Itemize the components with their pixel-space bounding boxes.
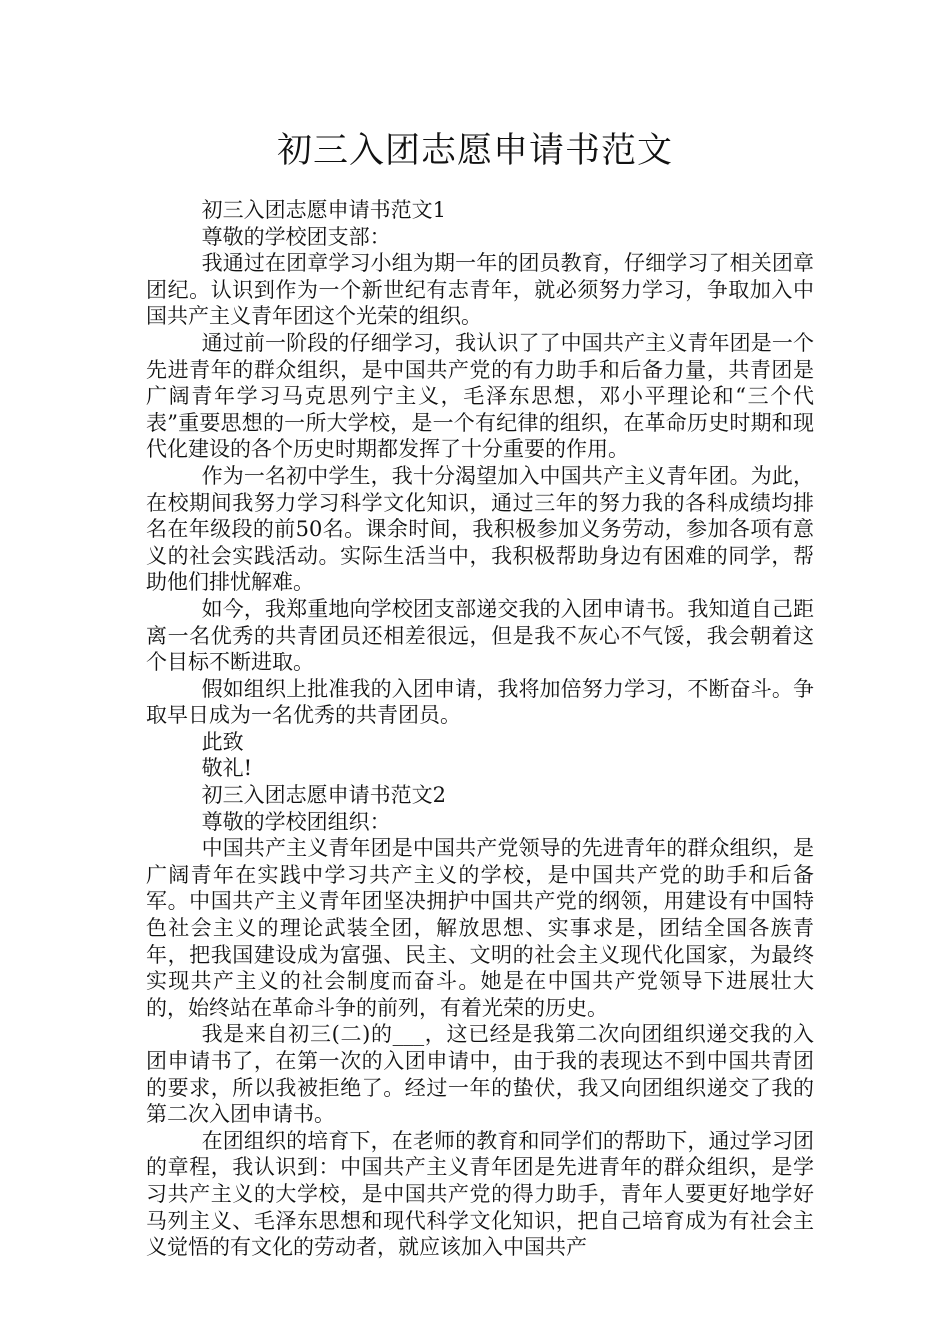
- sample-1-paragraph: 我通过在团章学习小组为期一年的团员教育，仔细学习了相关团章团纪。认识到作为一个新世纪有志青年，就必须努力学习，争取加入中国共产主义青年团这个光荣的组织。: [146, 251, 814, 329]
- sample-2-paragraph: 中国共产主义青年团是中国共产党领导的先进青年的群众组织，是广阔青年在实践中学习共产主义的学校，是中国共产党的助手和后备军。中国共产主义青年团坚决拥护中国共产党的纲领，用建设有中国特色社会主义的理论武装全团，解放思想、实事求是，团结全国各族青年，把我国建设成为富强、民主、文明的社会主义现代化国家，为最终实现共产主义的社会制度而奋斗。她是在中国共产党领导下进展壮大的，始终站在革命斗争的前列，有着光荣的历史。: [146, 836, 814, 1020]
- sample-2-heading: 初三入团志愿申请书范文2: [201, 783, 447, 808]
- sample-2-paragraph: 我是来自初三(二)的___，这已经是我第二次向团组织递交我的入团申请书了，在第一次的入团申请中，由于我的表现达不到中国共青团的要求，所以我被拒绝了。经过一年的蛰伏，我又向团组织递交了我的第二次入团申请书。: [146, 1022, 814, 1127]
- sample-1-paragraph: 假如组织上批准我的入团申请，我将加倍努力学习，不断奋斗。争取早日成为一名优秀的共青团员。: [146, 676, 814, 728]
- document-body: [146, 197, 814, 1261]
- sample-2-salutation: 尊敬的学校团组织：: [201, 809, 391, 834]
- sample-1-paragraph: 如今，我郑重地向学校团支部递交我的入团申请书。我知道自己距离一名优秀的共青团员还相差很远，但是我不灰心不气馁，我会朝着这个目标不断进取。: [146, 596, 814, 675]
- sample-1-salutation: 尊敬的学校团支部：: [201, 224, 391, 249]
- sample-2-paragraph: 在团组织的培育下，在老师的教育和同学们的帮助下，通过学习团的章程，我认识到：中国共产主义青年团是先进青年的群众组织，是学习共产主义的大学校，是中国共产党的得力助手，青年人要更好地学好马列主义、毛泽东思想和现代科学文化知识，把自己培育成为有社会主义觉悟的有文化的劳动者，就应该加入中国共产: [146, 1128, 814, 1260]
- sample-1-paragraph: 作为一名初中学生，我十分渴望加入中国共产主义青年团。为此，在校期间我努力学习科学文化知识，通过三年的努力我的各科成绩均排名在年级段的前50名。课余时间，我积极参加义务劳动，参加各项有意义的社会实践活动。实际生活当中，我积极帮助身边有困难的同学，帮助他们排忧解难。: [146, 463, 814, 595]
- sample-1-closing: 此致: [201, 729, 244, 754]
- document-title: 初三入团志愿申请书范文: [276, 131, 673, 171]
- sample-1-paragraph: 通过前一阶段的仔细学习，我认识了了中国共产主义青年团是一个先进青年的群众组织，是中国共产党的有力助手和后备力量，共青团是广阔青年学习马克思列宁主义，毛泽东思想，邓小平理论和“三个代表”重要思想的一所大学校，是一个有纪律的组织，在革命历史时期和现代化建设的各个历史时期都发挥了十分重要的作用。: [146, 330, 814, 462]
- sample-1-heading: 初三入团志愿申请书范文1: [201, 198, 447, 222]
- sample-1-regards: 敬礼!: [201, 756, 253, 781]
